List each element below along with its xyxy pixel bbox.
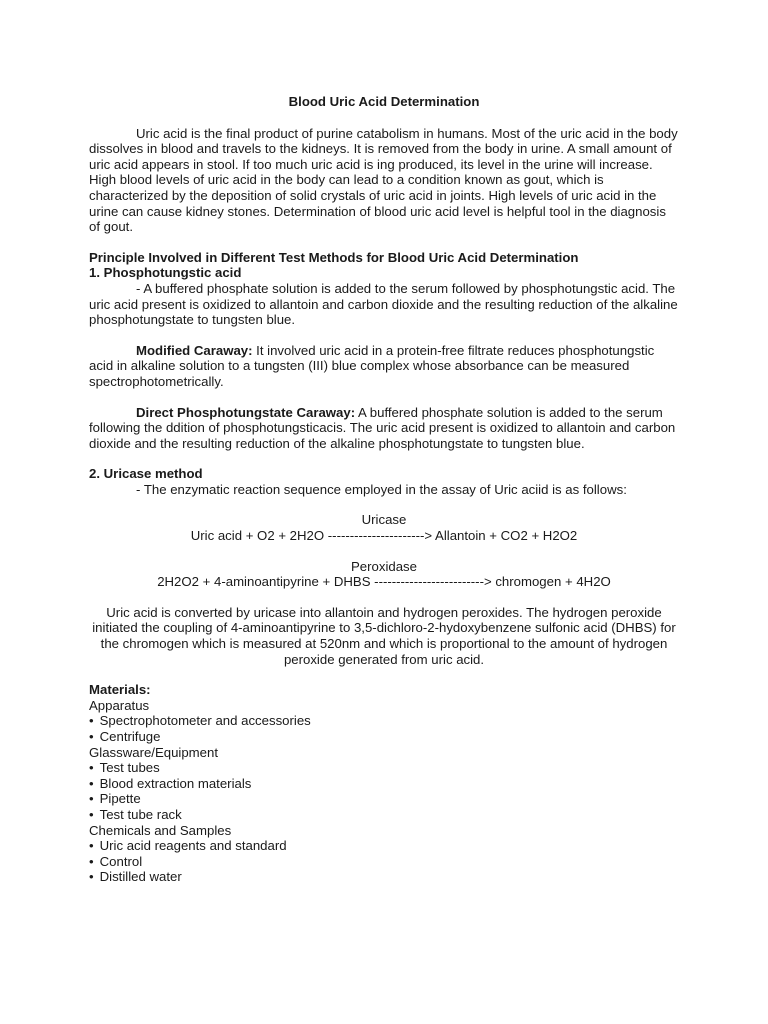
list-item: • Test tube rack <box>89 807 679 823</box>
enzyme-uricase: Uricase <box>361 512 407 528</box>
modified-caraway-text: It involved uric acid in a protein-free filtrate reduces phosphotungstic acid in alkaline solution to a tungsten (III) blue complex whose absorbance can be measured spectrophotometrically. <box>89 342 655 389</box>
materials-heading: Materials: <box>89 682 151 698</box>
modified-caraway-paragraph <box>89 343 679 390</box>
list-item: • Test tubes <box>89 760 679 776</box>
list-item: • Spectrophotometer and accessories <box>89 713 679 729</box>
method1-heading: 1. Phosphotungstic acid <box>89 265 242 281</box>
intro-paragraph: Uric acid is the final product of purine catabolism in humans. Most of the uric acid in the body dissolves in blood and travels to the kidneys. It is removed from the body in urine. A small amount of uric acid appears in stool. If too much uric acid is ing produced, its level in the urine will increase. High blood levels of uric acid in the body can lead to a condition known as gout, which is characterized by the deposition of solid crystals of uric acid in joints. High levels of uric acid in the urine can cause kidney stones. Determination of blood uric acid level is helpful tool in the diagnosis of gout. <box>89 125 678 235</box>
list-item: • Centrifuge <box>89 729 679 745</box>
method1-paragraph: - A buffered phosphate solution is added to the serum followed by phosphotungstic acid. The uric acid present is oxidized to allantoin and carbon dioxide and the resulting reduction of the alkaline phosphotungstate to tungsten blue. <box>89 280 678 328</box>
principle-heading: Principle Involved in Different Test Methods for Blood Uric Acid Determination <box>89 249 579 265</box>
enzyme-peroxidase: Peroxidase <box>351 558 417 574</box>
group-label-glassware: Glassware/Equipment <box>89 744 219 760</box>
uricase-explanation: Uric acid is converted by uricase into allantoin and hydrogen peroxides. The hydrogen peroxide initiated the coupling of 4-aminoantipyrine to 3,5-dichloro-2-hydoxybenzene sulfonic acid (DHBS) for the chromogen which is measured at 520nm and which is proportional to the amount of hydrogen peroxide generated from uric acid. <box>92 604 676 667</box>
list-item: • Pipette <box>89 791 679 807</box>
direct-caraway-text: A buffered phosphate solution is added to the serum following the ddition of phosphotungsticacis. The uric acid present is oxidized to allantoin and carbon dioxide and the resulting reduction of the alkaline phosphotungstate to tungsten blue. <box>89 404 676 451</box>
document-page <box>89 94 679 885</box>
list-item: • Uric acid reagents and standard <box>89 838 679 854</box>
group-label-chemicals: Chemicals and Samples <box>89 822 232 838</box>
group-label-apparatus: Apparatus <box>89 697 150 713</box>
list-item: • Distilled water <box>89 869 679 885</box>
method2-paragraph: - The enzymatic reaction sequence employed in the assay of Uric aciid is as follows: <box>136 481 627 497</box>
direct-caraway-label: Direct Phosphotungstate Caraway: <box>136 404 356 420</box>
reaction-2: 2H2O2 + 4-aminoantipyrine + DHBS -------------------------> chromogen + 4H2O <box>157 574 611 590</box>
reaction-1: Uric acid + O2 + 2H2O ----------------------> Allantoin + CO2 + H2O2 <box>190 528 578 544</box>
list-item: • Blood extraction materials <box>89 776 679 792</box>
direct-caraway-paragraph <box>89 405 679 452</box>
list-item: • Control <box>89 854 679 870</box>
method2-heading: 2. Uricase method <box>89 466 203 482</box>
modified-caraway-label: Modified Caraway: <box>136 342 253 358</box>
document-title: Blood Uric Acid Determination <box>288 94 480 109</box>
